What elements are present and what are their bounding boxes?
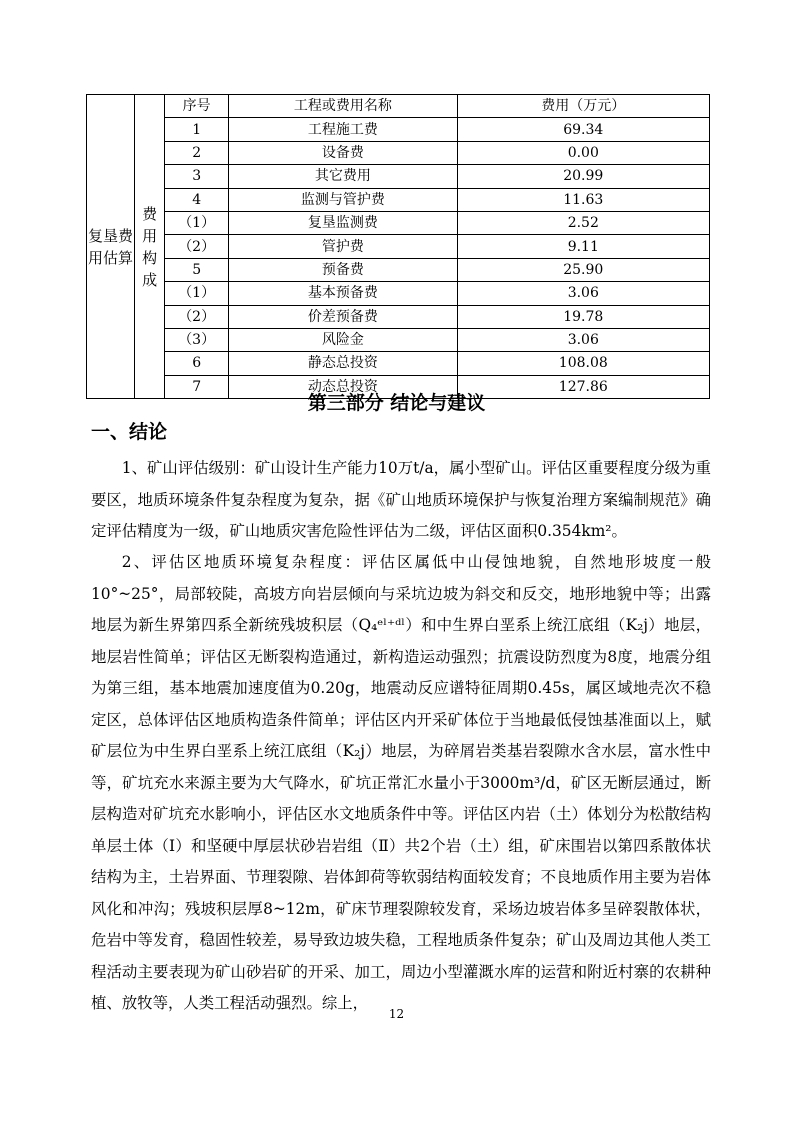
table-row xyxy=(87,188,710,211)
name-cell: 风险金 xyxy=(229,328,457,351)
fee-cell: 0.00 xyxy=(457,141,709,164)
seq-cell: （1） xyxy=(165,211,229,234)
name-cell: 基本预备费 xyxy=(229,282,457,305)
table-row xyxy=(87,235,710,258)
paragraph-geological-complexity: 2、评估区地质环境复杂程度：评估区属低中山侵蚀地貌，自然地形坡度一般10°~25°，局部较陡，高坡方向岩层倾向与采坑边坡为斜交和反交，地形地貌中等；出露地层为新生界第四系全新统残坡积层（Q₄ᵉˡ⁺ᵈˡ）和中生界白垩系上统江底组（K₂j）地层，地层岩性简单；评估区无断裂构造通过，新构造运动强烈；抗震设防烈度为8度，地震分组为第三组，基本地震加速度值为0.20g，地震动反应谱特征周期0.45s，属区域地壳次不稳定区，总体评估区地质构造条件简单；评估区内开采矿体位于当地最低侵蚀基准面以上，赋矿层位为中生界白垩系上统江底组（K₂j）地层，为碎屑岩类基岩裂隙水含水层，富水性中等，矿坑充水来源主要为大气降水，矿坑正常汇水量小于3000m³/d，矿区无断层通过，断层构造对矿坑充水影响小，评估区水文地质条件中等。评估区内岩（土）体划分为松散结构单层土体（Ⅰ）和坚硬中厚层状砂岩岩组（Ⅱ）共2个岩（土）组，矿床围岩以第四系散体状结构为主，土岩界面、节理裂隙、岩体卸荷等软弱结构面较发育；不良地质作用主要为岩体风化和冲沟；残坡积层厚8~12m，矿床节理裂隙较发育，采场边坡岩体多呈碎裂散体状，危岩中等发育，稳固性较差，易导致边坡失稳，工程地质条件复杂；矿山及周边其他人类工程活动主要表现为矿山砂岩矿的开采、加工，周边小型灌溉水库的运营和附近村寨的农耕种植、放牧等，人类工程活动强烈。综上， xyxy=(91,553,711,1012)
name-cell: 预备费 xyxy=(229,258,457,281)
category-cell xyxy=(87,95,135,399)
fee-cell: 2.52 xyxy=(457,211,709,234)
page-number: 12 xyxy=(388,1007,405,1021)
name-cell: 其它费用 xyxy=(229,165,457,188)
name-cell: 静态总投资 xyxy=(229,352,457,375)
fee-cell: 3.06 xyxy=(457,328,709,351)
table-row xyxy=(87,165,710,188)
fee-cell: 108.08 xyxy=(457,352,709,375)
table-row xyxy=(87,258,710,281)
fee-cell: 11.63 xyxy=(457,188,709,211)
header-fee: 费用（万元） xyxy=(457,95,709,118)
seq-cell: 3 xyxy=(165,165,229,188)
seq-cell: 2 xyxy=(165,141,229,164)
fee-cell: 25.90 xyxy=(457,258,709,281)
seq-cell: （2） xyxy=(165,235,229,258)
seq-cell: 6 xyxy=(165,352,229,375)
table-header-row xyxy=(87,95,710,118)
fee-cell: 69.34 xyxy=(457,118,709,141)
section-title: 一、结论 xyxy=(91,421,168,443)
seq-cell: （2） xyxy=(165,305,229,328)
table-row xyxy=(87,305,710,328)
name-cell: 价差预备费 xyxy=(229,305,457,328)
part-title: 第三部分 结论与建议 xyxy=(307,392,486,414)
seq-cell: 7 xyxy=(165,375,229,398)
name-cell: 设备费 xyxy=(229,141,457,164)
subcategory-label: 费用构成 xyxy=(142,204,158,289)
header-seq: 序号 xyxy=(165,95,229,118)
fee-cell: 127.86 xyxy=(457,375,709,398)
fee-cell: 19.78 xyxy=(457,305,709,328)
paragraph-evaluation-level: 1、矿山评估级别：矿山设计生产能力10万t/a，属小型矿山。评估区重要程度分级为重要区，地质环境条件复杂程度为复杂，据《矿山地质环境保护与恢复治理方案编制规范》确定评估精度为一级，矿山地质灾害危险性评估为二级，评估区面积0.354km²。 xyxy=(91,459,711,540)
header-name: 工程或费用名称 xyxy=(229,95,457,118)
name-cell: 复垦监测费 xyxy=(229,211,457,234)
table-row xyxy=(87,352,710,375)
seq-cell: 1 xyxy=(165,118,229,141)
name-cell: 管护费 xyxy=(229,235,457,258)
table-row xyxy=(87,328,710,351)
fee-cell: 3.06 xyxy=(457,282,709,305)
seq-cell: （3） xyxy=(165,328,229,351)
table-row xyxy=(87,282,710,305)
name-cell: 动态总投资 xyxy=(229,375,457,398)
name-cell: 监测与管护费 xyxy=(229,188,457,211)
table-body xyxy=(87,95,710,399)
category-label: 复垦费用估算 xyxy=(88,226,134,267)
fee-cell: 20.99 xyxy=(457,165,709,188)
table-row xyxy=(87,118,710,141)
seq-cell: （1） xyxy=(165,282,229,305)
fee-cell: 9.11 xyxy=(457,235,709,258)
table-row xyxy=(87,211,710,234)
name-cell: 工程施工费 xyxy=(229,118,457,141)
seq-cell: 4 xyxy=(165,188,229,211)
table-row xyxy=(87,141,710,164)
cost-estimate-table xyxy=(86,94,710,399)
seq-cell: 5 xyxy=(165,258,229,281)
subcategory-cell xyxy=(135,95,165,399)
